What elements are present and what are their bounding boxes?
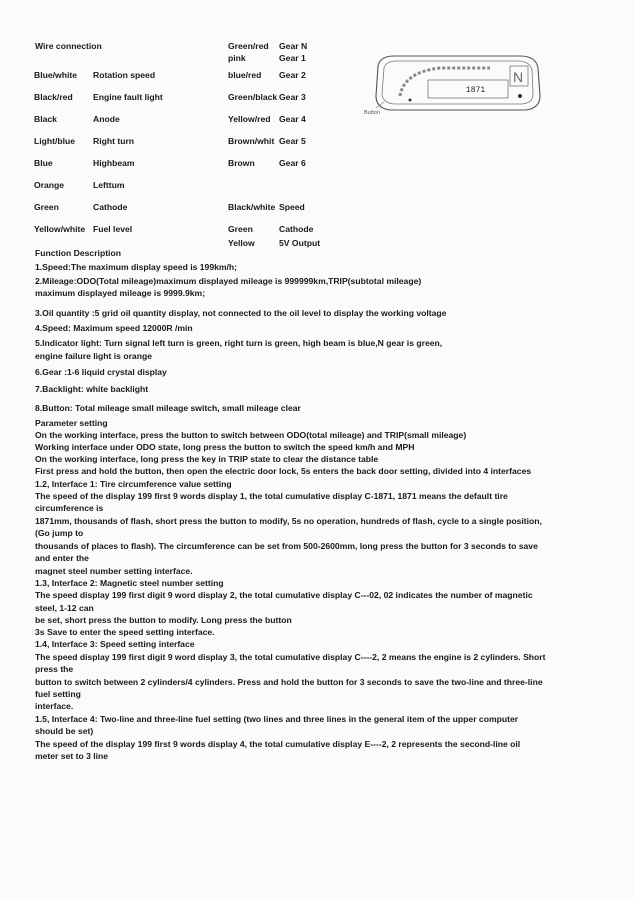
wire-function: Cathode <box>93 202 128 212</box>
wire-function: Gear N <box>279 41 308 51</box>
wire-function: Cathode <box>279 224 314 234</box>
wire-function: Gear 5 <box>279 136 306 146</box>
wire-color: Green/black <box>228 92 278 102</box>
wire-color: Black/white <box>228 202 276 212</box>
text-line: 1.2, Interface 1: Tire circumference value setting <box>35 479 232 489</box>
text-line: 1.Speed:The maximum display speed is 199km/h; <box>35 262 238 272</box>
text-line: maximum displayed mileage is 9999.9km; <box>35 288 206 298</box>
wire-function: Rotation speed <box>93 70 156 80</box>
wire-color: Blue <box>34 158 53 168</box>
wire-function: Gear 6 <box>279 158 306 168</box>
wire-function: Engine fault light <box>93 92 163 102</box>
wire-color: Yellow <box>228 238 255 248</box>
button-label: Button <box>364 110 380 116</box>
text-line: 1.5, Interface 4: Two-line and three-line fuel setting (two lines and three lines in the general item of the upper computer <box>35 714 519 724</box>
text-line: 3.Oil quantity :5 grid oil quantity display, not connected to the oil level to display the working voltage <box>35 308 447 318</box>
odo-readout: 1871 <box>466 86 486 95</box>
wire-color: Blue/white <box>34 70 77 80</box>
text-line: 1.3, Interface 2: Magnetic steel number setting <box>35 578 224 588</box>
text-line: interface. <box>35 701 74 711</box>
text-line: The speed of the display 199 first 9 words display 4, the total cumulative display E----2, 2 represents the second-line oil <box>35 739 521 749</box>
text-line: meter set to 3 line <box>35 751 109 761</box>
wire-function: Speed <box>279 202 305 212</box>
wire-color: Orange <box>34 180 65 190</box>
wire-function: Highbeam <box>93 158 135 168</box>
text-line: On the working interface, press the button to switch between ODO(total mileage) and TRIP(small mileage) <box>35 430 467 440</box>
text-line: press the <box>35 664 74 674</box>
gear-readout: N <box>513 69 524 85</box>
wire-function: Gear 4 <box>279 114 306 124</box>
text-line: 2.Mileage:ODO(Total mileage)maximum displayed mileage is 999999km,TRIP(subtotal mileage) <box>35 276 422 286</box>
wire-function: Gear 3 <box>279 92 306 102</box>
wire-color: Green <box>34 202 59 212</box>
text-line: The speed display 199 first digit 9 word display 2, the total cumulative display C---02, 02 indicates the number of magnetic <box>35 590 533 600</box>
wire-function: Right turn <box>93 136 135 146</box>
text-line: 1871mm, thousands of flash, short press the button to modify, 5s no operation, hundreds of flash, cycle to a single position, <box>35 516 542 526</box>
text-line: 7.Backlight: white backlight <box>35 384 149 394</box>
text-line: 6.Gear :1-6 liquid crystal display <box>35 367 167 377</box>
wire-color: Green/red <box>228 41 269 51</box>
wire-color: Brown <box>228 158 255 168</box>
text-line: The speed display 199 first digit 9 word display 3, the total cumulative display C----2, 2 means the engine is 2 cylinders. Short <box>35 652 546 662</box>
text-line: 4.Speed: Maximum speed 12000R /min <box>35 323 193 333</box>
wire-color: Black <box>34 114 57 124</box>
text-line: engine failure light is orange <box>35 351 152 361</box>
text-line: Function Description <box>35 248 121 258</box>
text-line: Working interface under ODO state, long press the button to switch the speed km/h and MPH <box>35 442 415 452</box>
text-line: First press and hold the button, then open the electric door lock, 5s enters the back door setting, divided into 4 interfaces <box>35 466 532 476</box>
wire-function: 5V Output <box>279 238 321 248</box>
text-line: be set, short press the button to modify. Long press the button <box>35 615 292 625</box>
wire-color: Light/blue <box>34 136 76 146</box>
text-line: circumference is <box>35 503 104 513</box>
wire-color: Green <box>228 224 253 234</box>
text-line: steel, 1-12 can <box>35 603 94 613</box>
text-line: magnet steel number setting interface. <box>35 566 193 576</box>
meter-outline-graphic <box>370 52 550 122</box>
text-line: thousands of places to flash). The circumference can be set from 500-2600mm, long press the button for 3 seconds to save <box>35 541 538 551</box>
text-line: Parameter setting <box>35 418 108 428</box>
text-line: button to switch between 2 cylinders/4 cylinders. Press and hold the button for 3 seconds to save the two-line and three-line <box>35 677 543 687</box>
text-line: 1.4, Interface 3: Speed setting interface <box>35 639 195 649</box>
wire-color: Brown/whit <box>228 136 275 146</box>
wire-color: Black/red <box>34 92 73 102</box>
wire-function: Gear 1 <box>279 53 306 63</box>
text-line: should be set) <box>35 726 94 736</box>
text-line: and enter the <box>35 553 89 563</box>
wire-function: Gear 2 <box>279 70 306 80</box>
wire-connection-title: Wire connection <box>35 41 102 51</box>
wire-function: Fuel level <box>93 224 133 234</box>
wire-color: Yellow/red <box>228 114 271 124</box>
wire-function: Lefttum <box>93 180 125 190</box>
wire-function: Anode <box>93 114 120 124</box>
text-line: fuel setting <box>35 689 81 699</box>
wire-color: pink <box>228 53 246 63</box>
text-line: (Go jump to <box>35 528 84 538</box>
text-line: 8.Button: Total mileage small mileage switch, small mileage clear <box>35 403 301 413</box>
text-line: On the working interface, long press the key in TRIP state to clear the distance table <box>35 454 379 464</box>
text-line: 3s Save to enter the speed setting interface. <box>35 627 215 637</box>
wire-color: blue/red <box>228 70 262 80</box>
meter-diagram <box>364 52 550 125</box>
text-line: 5.Indicator light: Turn signal left turn is green, right turn is green, high beam is blue,N gear is green, <box>35 338 443 348</box>
wire-color: Yellow/white <box>34 224 86 234</box>
text-line: The speed of the display 199 first 9 words display 1, the total cumulative display C-1871, 1871 means the default tire <box>35 491 508 501</box>
